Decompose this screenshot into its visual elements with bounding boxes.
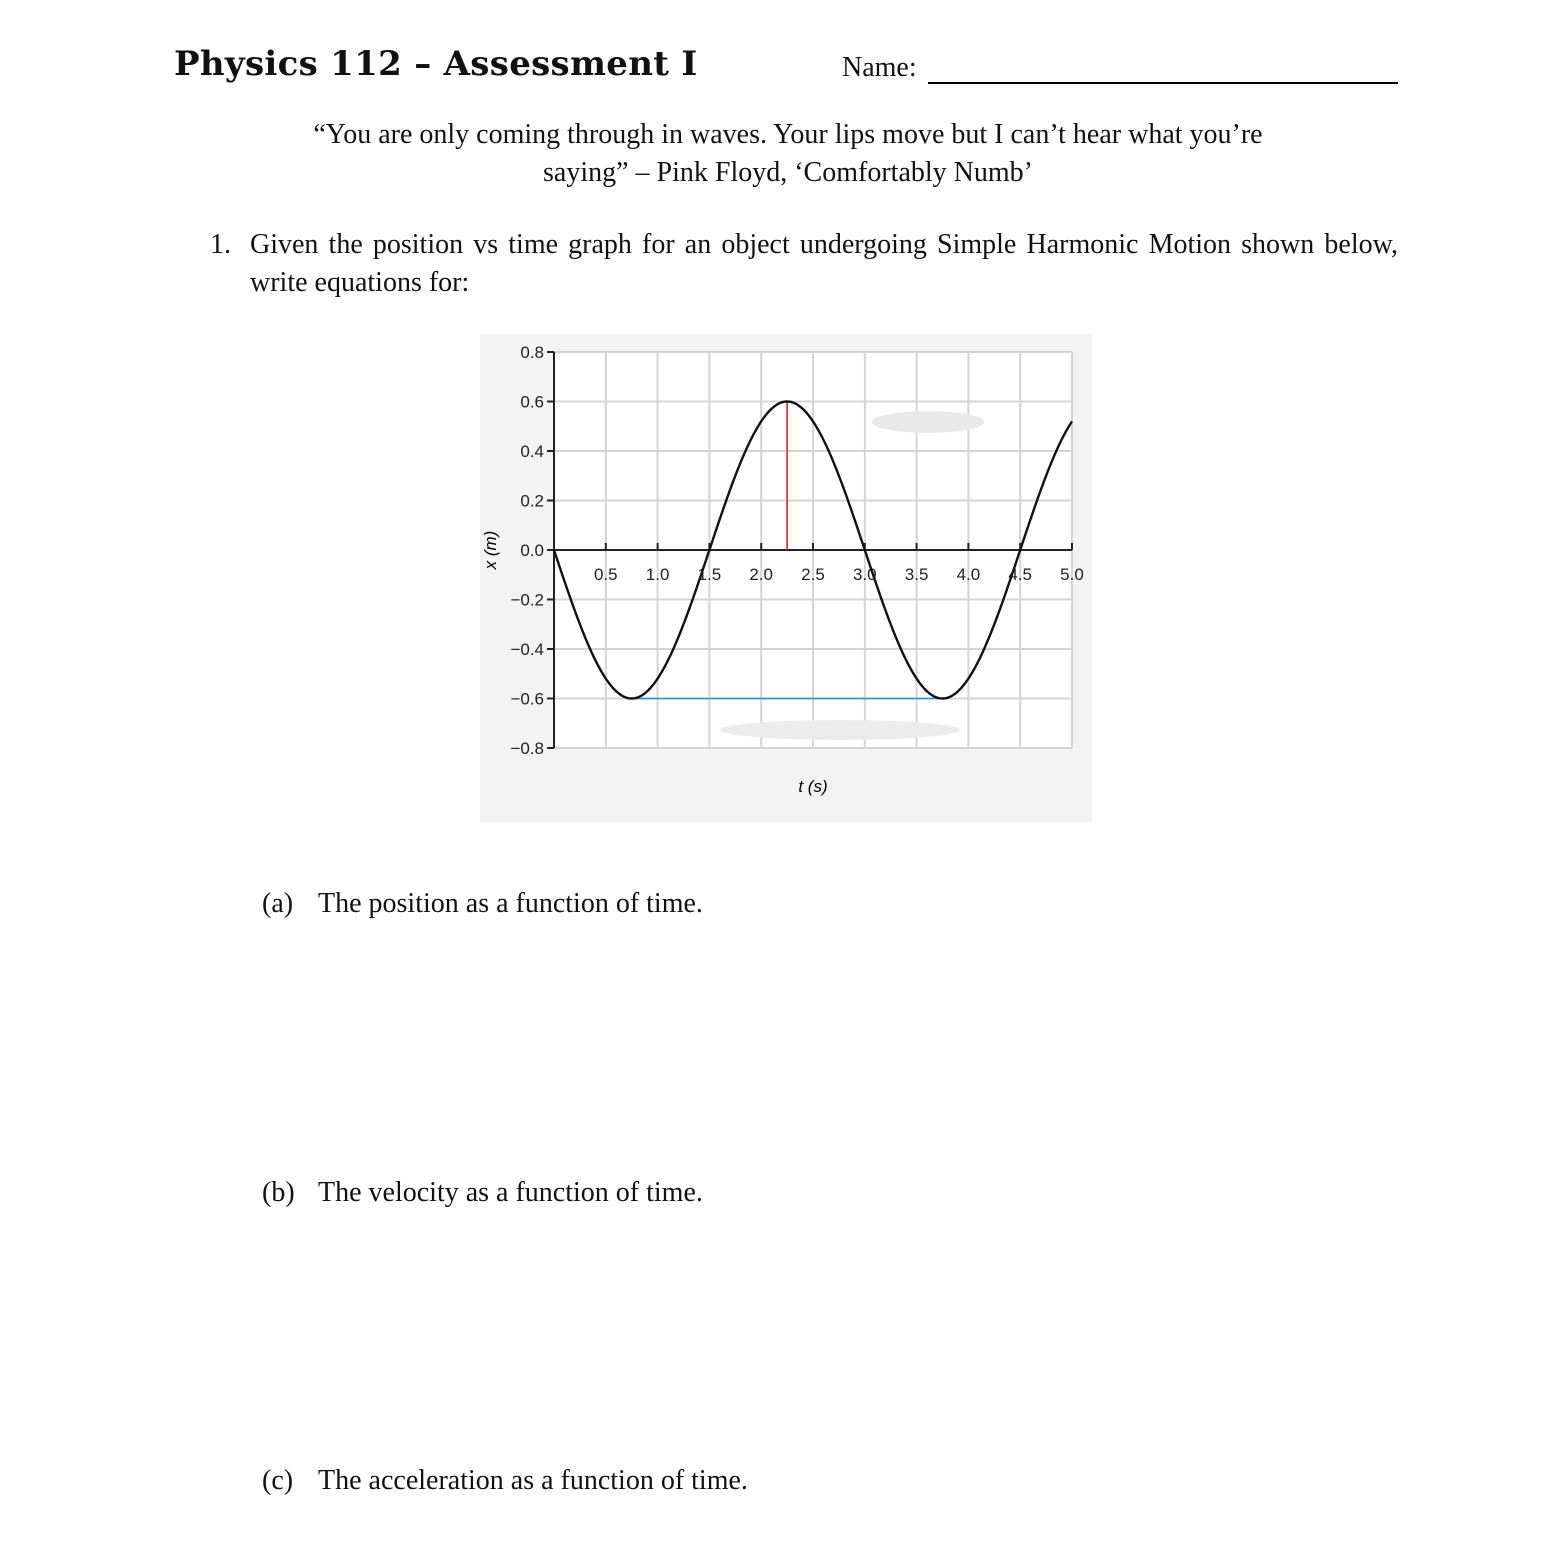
x-tick-label: 3.5 xyxy=(904,565,929,584)
chart-svg xyxy=(480,334,1092,822)
question-number: 1. xyxy=(210,229,231,260)
name-field xyxy=(842,52,1398,84)
y-tick-label: 0.6 xyxy=(520,392,544,412)
part-b-label: (b) xyxy=(262,1177,295,1208)
part-a xyxy=(262,888,703,920)
x-tick-label: 0.5 xyxy=(593,565,618,584)
x-tick-label: 1.5 xyxy=(697,565,722,584)
y-tick-label: −0.2 xyxy=(510,590,544,610)
x-tick-label: 1.0 xyxy=(645,565,670,584)
y-tick-label: 0.0 xyxy=(520,541,544,560)
y-tick-label: −0.4 xyxy=(510,640,544,659)
name-blank-line xyxy=(928,82,1398,84)
y-tick-label: 0.4 xyxy=(520,442,544,461)
part-c xyxy=(262,1465,748,1497)
y-tick-label: −0.6 xyxy=(510,689,544,709)
y-tick-label: 0.8 xyxy=(520,343,544,362)
y-tick-label: 0.2 xyxy=(520,491,544,511)
smudge-mark xyxy=(720,720,960,740)
smudge-mark xyxy=(872,411,984,433)
quote-line-2: saying” – Pink Floyd, ‘Comfortably Numb’ xyxy=(543,157,1033,188)
quote-line-1: “You are only coming through in waves. Your lips move but I can’t hear what you’re xyxy=(313,119,1263,150)
x-tick-label: 2.5 xyxy=(801,565,825,584)
part-b-text: The velocity as a function of time. xyxy=(318,1177,703,1208)
part-a-text: The position as a function of time. xyxy=(318,888,703,919)
x-tick-label: 4.0 xyxy=(956,565,981,584)
part-c-text: The acceleration as a function of time. xyxy=(318,1465,748,1496)
part-a-label: (a) xyxy=(262,888,294,919)
name-label: Name: xyxy=(842,52,917,83)
x-tick-label: 5.0 xyxy=(1060,565,1084,584)
x-tick-label: 2.0 xyxy=(749,565,774,584)
question-text: Given the position vs time graph for an object undergoing Simple Harmonic Motion shown below, write equations for: xyxy=(250,229,1398,298)
y-axis-label: x (m) xyxy=(481,530,500,570)
position-time-graph xyxy=(480,334,1092,822)
y-tick-label: −0.8 xyxy=(510,739,544,758)
part-c-label: (c) xyxy=(262,1465,294,1496)
x-tick-label: 3.0 xyxy=(852,565,877,584)
page-title: Physics 112 – Assessment I xyxy=(174,44,698,84)
x-axis-label: t (s) xyxy=(798,777,828,796)
epigraph-quote xyxy=(200,116,1376,192)
x-tick-label: 4.5 xyxy=(1008,565,1033,584)
part-b xyxy=(262,1177,703,1209)
